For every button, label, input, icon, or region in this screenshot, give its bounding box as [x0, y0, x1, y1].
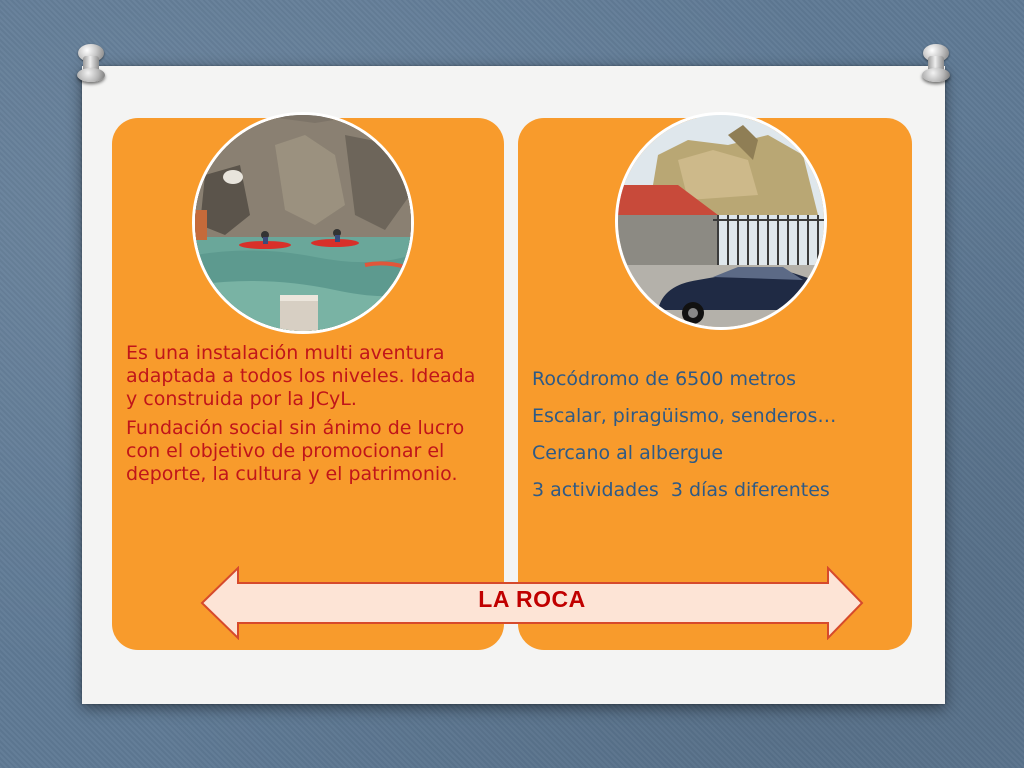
right-item-3: Cercano al albergue — [532, 442, 724, 464]
pushpin-right-icon — [920, 44, 954, 84]
right-item-4: 3 actividades 3 días diferentes — [532, 479, 830, 501]
left-paragraph-2: Fundación social sin ánimo de lucro con el objetivo de promocionar el deporte, la cultura y el patrimonio. — [126, 417, 465, 485]
left-paragraph-1: Es una instalación multi aventura adaptada a todos los niveles. Ideada y construida por la JCyL. — [126, 342, 476, 410]
right-item-1: Rocódromo de 6500 metros — [532, 368, 797, 390]
banner-title: LA ROCA — [478, 586, 586, 612]
right-item-2: Escalar, piragüismo, senderos… — [532, 405, 837, 427]
left-card-text — [126, 342, 486, 492]
right-card-list — [532, 367, 902, 515]
climbing-rock-photo — [615, 112, 827, 330]
kayak-lake-photo — [192, 112, 414, 334]
pushpin-left-icon — [75, 44, 109, 84]
